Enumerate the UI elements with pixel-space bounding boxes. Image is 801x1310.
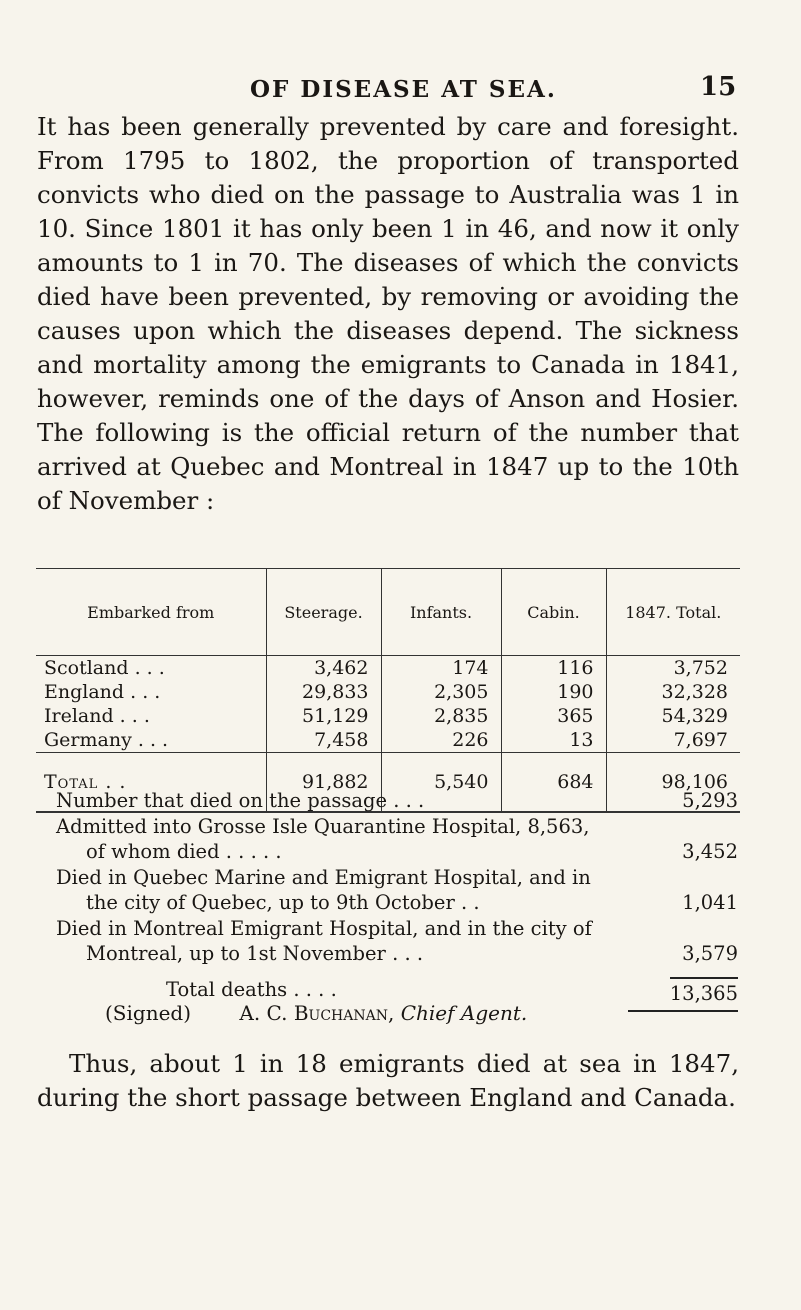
row-country: Ireland . . .: [36, 704, 266, 728]
summary-line: [56, 941, 738, 967]
table-header-row: [36, 569, 740, 656]
row-infants: 174: [381, 656, 501, 681]
row-infants: 226: [381, 728, 501, 753]
table-row: [36, 656, 740, 681]
row-infants: 2,835: [381, 704, 501, 728]
running-title: OF DISEASE AT SEA.: [250, 76, 557, 103]
summary-line: [56, 788, 738, 814]
summary-value: 3,452: [682, 840, 738, 863]
row-cabin: 116: [501, 656, 606, 681]
summary-line: [56, 890, 738, 916]
body-paragraph: [37, 110, 739, 518]
summary-line: [56, 916, 738, 942]
signatory-title: Chief Agent.: [400, 1001, 528, 1025]
closing-paragraph: [37, 1047, 739, 1115]
row-steerage: 3,462: [266, 656, 381, 681]
summary-text: of whom died . . . . .: [86, 840, 282, 863]
total-deaths-label: Total deaths . . . .: [166, 977, 337, 1001]
emigrant-table: [36, 568, 740, 813]
table-row: [36, 704, 740, 728]
header-embarked-from: Embarked from: [36, 569, 266, 656]
summary-text: Montreal, up to 1st November . . .: [86, 942, 424, 965]
header-steerage: Steerage.: [266, 569, 381, 656]
total-cabin: 684: [501, 753, 606, 813]
row-steerage: 29,833: [266, 680, 381, 704]
row-total: 3,752: [673, 657, 728, 679]
row-cabin: 13: [501, 728, 606, 753]
summary-value: 5,293: [682, 789, 738, 812]
row-country: Germany . . .: [36, 728, 266, 753]
row-total: 54,329: [661, 705, 728, 727]
summary-value: 3,579: [682, 942, 738, 965]
header-cabin: Cabin.: [501, 569, 606, 656]
row-steerage: 51,129: [266, 704, 381, 728]
summary-text: Died in Quebec Marine and Emigrant Hospital, and in: [56, 865, 591, 889]
page-number: 15: [700, 72, 737, 102]
table-row: [36, 680, 740, 704]
row-cabin: 365: [501, 704, 606, 728]
summary-line: [56, 839, 738, 865]
row-total: 32,328: [661, 681, 728, 703]
summary-text: Number that died on the passage . . .: [56, 789, 425, 812]
summary-value: 1,041: [682, 891, 738, 914]
summary-line: [56, 865, 738, 891]
closing-text: Thus, about 1 in 18 emigrants died at sea in 1847, during the short passage between England and Canada.: [37, 1049, 739, 1112]
total-label: Total . .: [36, 753, 266, 813]
row-cabin: 190: [501, 680, 606, 704]
total-deaths-value: 13,365: [670, 977, 738, 1007]
row-total: 7,697: [673, 729, 728, 751]
page-header: [0, 70, 801, 110]
row-infants: 2,305: [381, 680, 501, 704]
summary-line: [56, 814, 738, 840]
row-country: England . . .: [36, 680, 266, 704]
total-steerage: 91,882: [266, 753, 381, 813]
total-infants: 5,540: [381, 753, 501, 813]
signed-label: (Signed): [105, 1001, 192, 1025]
table-row: [36, 728, 740, 753]
paragraph-text: It has been generally prevented by care and foresight. From 1795 to 1802, the proportion of transported convicts who died on the passage to Australia was 1 in 10. Since 1801 it has only been 1 in 46, and now it only amounts to 1 in 70. The diseases of which the convicts died have been prevented, by removing or avoiding the causes upon which the diseases depend. The sickness and mortality among the emigrants to Canada in 1841, however, reminds one of the days of Anson and Hosier. The following is the official return of the number that arrived at Quebec and Montreal in 1847 up to the 10th of November :: [37, 112, 739, 515]
header-total: 1847. Total.: [606, 569, 740, 656]
summary-text: Admitted into Grosse Isle Quarantine Hospital, 8,563,: [56, 814, 590, 838]
deaths-summary: [56, 788, 738, 1012]
total-grand: 98,106: [606, 753, 740, 813]
signature-line: [105, 1001, 745, 1025]
header-infants: Infants.: [381, 569, 501, 656]
summary-text: the city of Quebec, up to 9th October . .: [86, 891, 480, 914]
row-steerage: 7,458: [266, 728, 381, 753]
summary-text: Died in Montreal Emigrant Hospital, and in the city of: [56, 916, 592, 940]
signatory-name: A. C. Buchanan,: [239, 1001, 395, 1025]
row-country: Scotland . . .: [36, 656, 266, 681]
